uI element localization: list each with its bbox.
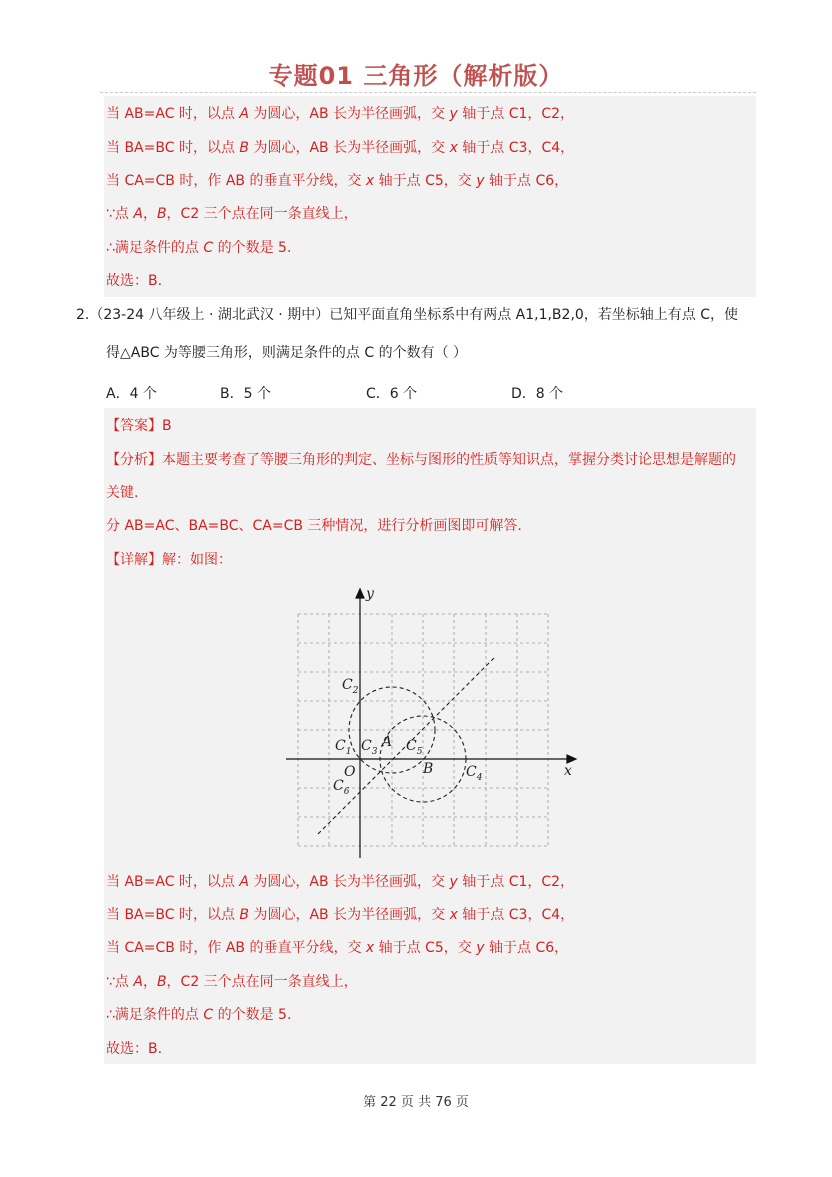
solution-line-2: 当 BA=BC 时，以点 B 为圆心，AB 长为半径画弧，交 x 轴于点 C3，C4， — [106, 907, 575, 923]
axes — [286, 589, 576, 858]
point-c4-label: $C_4$ — [466, 764, 483, 783]
y-axis-label: y — [366, 586, 374, 602]
point-b-label: B — [423, 761, 434, 777]
prev-solution-line-6: 故选：B. — [106, 273, 163, 289]
x-axis-label: x — [564, 763, 572, 779]
page-number: 第 22 页 共 76 页 — [363, 1095, 469, 1110]
y-axis-arrow — [356, 589, 364, 598]
page-title: 专题01 三角形（解析版） — [268, 62, 564, 90]
analysis-line-1: 【分析】本题主要考查了等腰三角形的判定、坐标与图形的性质等知识点，掌握分类讨论思想是解题的 — [106, 452, 736, 468]
option-a: A．4 个 — [106, 386, 157, 402]
detail-line: 【详解】解：如图： — [106, 552, 232, 568]
prev-solution-line-5: ∴满足条件的点 C 的个数是 5. — [106, 240, 292, 256]
prev-solution-line-1: 当 AB=AC 时，以点 A 为圆心，AB 长为半径画弧，交 y 轴于点 C1，C2， — [106, 106, 575, 122]
solution-line-1: 当 AB=AC 时，以点 A 为圆心，AB 长为半径画弧，交 y 轴于点 C1，C2， — [106, 874, 575, 890]
answer-line: 【答案】B — [106, 418, 172, 434]
point-c6-label: $C_6$ — [333, 778, 350, 797]
option-b: B．5 个 — [220, 386, 271, 402]
prev-solution-line-4: ∵点 A，B，C2 三个点在同一条直线上， — [106, 206, 358, 222]
origin-label: O — [344, 764, 356, 780]
method-line: 分 AB=AC、BA=BC、CA=CB 三种情况，进行分析画图即可解答. — [106, 518, 522, 534]
question-line-1: 2.（23-24 八年级上 · 湖北武汉 · 期中）已知平面直角坐标系中有两点 A1,1,B2,0，若坐标轴上有点 C，使 — [76, 307, 739, 323]
point-a-label: A — [382, 734, 393, 750]
question-line-2: 得△ABC 为等腰三角形，则满足条件的点 C 的个数有（ ） — [106, 345, 468, 361]
x-axis-arrow — [567, 755, 576, 763]
point-c3-label: $C_3$ — [361, 738, 378, 757]
prev-solution-line-3: 当 CA=CB 时，作 AB 的垂直平分线，交 x 轴于点 C5，交 y 轴于点 C6， — [106, 173, 569, 189]
solution-line-3: 当 CA=CB 时，作 AB 的垂直平分线，交 x 轴于点 C5，交 y 轴于点 C6， — [106, 940, 569, 956]
option-d: D．8 个 — [511, 386, 564, 402]
prev-solution-line-2: 当 BA=BC 时，以点 B 为圆心，AB 长为半径画弧，交 x 轴于点 C3，C4， — [106, 140, 575, 156]
point-c1-label: $C_1$ — [335, 738, 352, 757]
solution-line-6: 故选：B. — [106, 1041, 163, 1057]
solution-line-5: ∴满足条件的点 C 的个数是 5. — [106, 1007, 292, 1023]
solution-line-4: ∵点 A，B，C2 三个点在同一条直线上， — [106, 974, 358, 990]
option-c: C．6 个 — [366, 386, 418, 402]
header-divider — [100, 92, 756, 93]
prev-solution-panel — [104, 96, 756, 297]
point-c5-label: $C_5$ — [406, 738, 423, 757]
coordinate-figure — [286, 584, 586, 864]
point-c2-label: $C_2$ — [342, 677, 359, 696]
grid — [298, 614, 548, 846]
analysis-line-2: 关键. — [106, 485, 139, 501]
